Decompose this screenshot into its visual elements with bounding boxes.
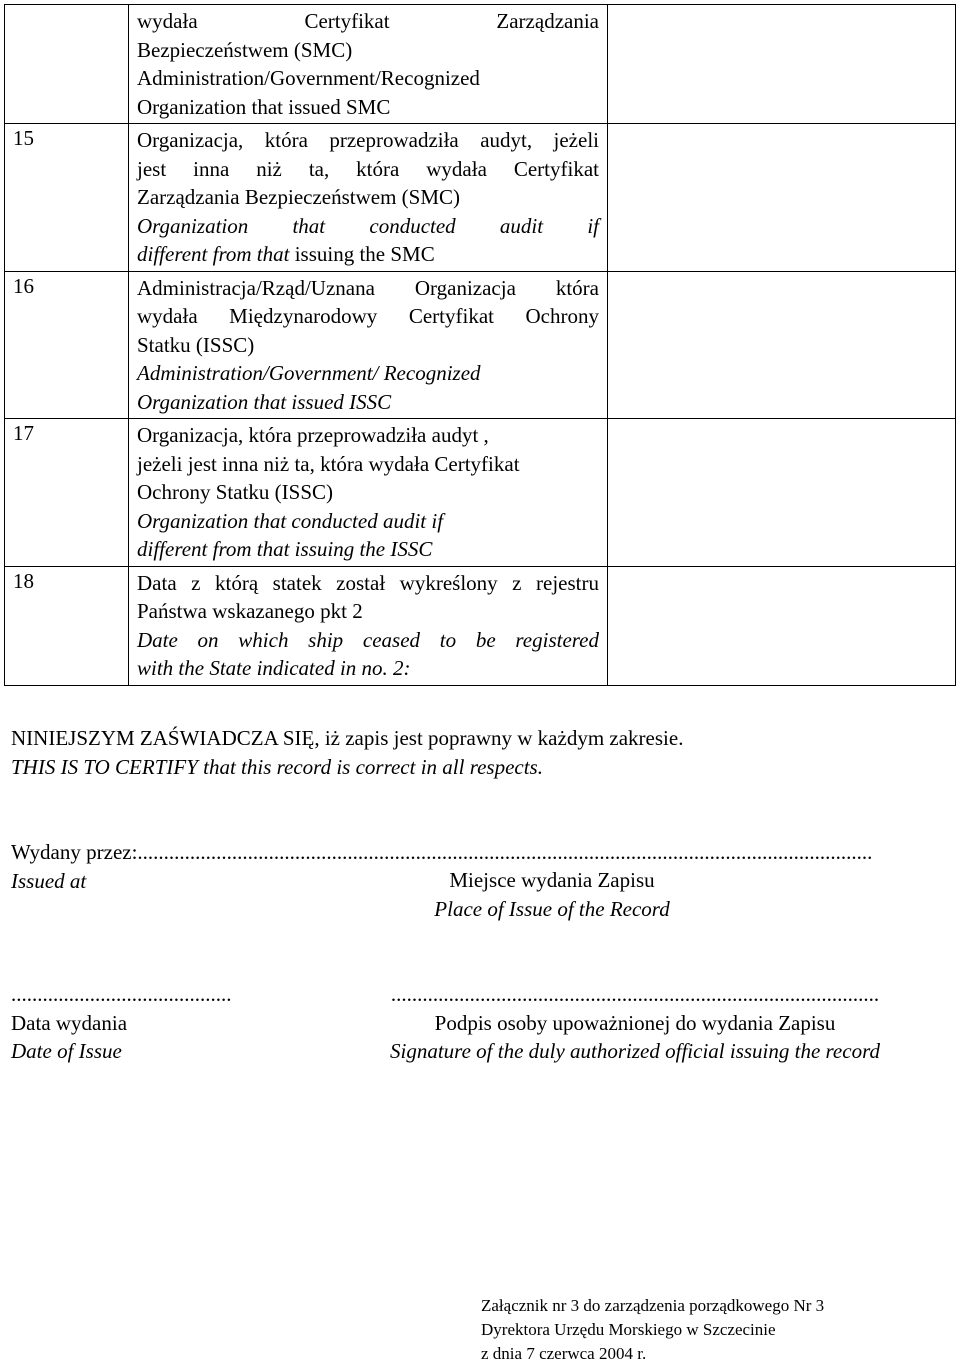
place-of-issue-pl: Miejsce wydania Zapisu — [449, 868, 655, 892]
description-en-line: different from that issuing the ISSC — [137, 537, 433, 561]
issued-at-dots: ............................................................................................................................................ — [137, 840, 873, 864]
description-pl-line: jeżeli jest inna niż ta, która wydała Certyfikat — [137, 451, 520, 476]
issued-at-field — [11, 838, 951, 867]
description-pl-line: Państwa wskazanego pkt 2 — [137, 599, 363, 623]
row-number: 18 — [13, 568, 34, 593]
table-row — [5, 5, 956, 124]
row-number-cell — [5, 124, 129, 272]
description-en-line: Organization that conducted audit if — [137, 213, 599, 238]
row-value-cell — [608, 419, 956, 567]
description-en-line: Date on which ship ceased to be registered — [137, 627, 599, 652]
row-number-cell — [5, 419, 129, 567]
certification-pl: NINIEJSZYM ZAŚWIADCZA SIĘ, iż zapis jest poprawny w każdym zakresie. — [11, 726, 684, 750]
row-value-cell — [608, 5, 956, 124]
row-number: 15 — [13, 126, 34, 150]
description-en-line: Organization that conducted audit if — [137, 508, 444, 533]
description-pl-line: wydała Certyfikat Zarządzania — [137, 9, 599, 33]
row-value-cell — [608, 271, 956, 419]
description-pl-line: Data z którą statek został wykreślony z rejestru — [137, 570, 599, 595]
date-label-en: Date of Issue — [11, 1039, 122, 1063]
description-en-line: Organization that issued ISSC — [137, 389, 392, 414]
table-row — [5, 271, 956, 419]
row-number: 17 — [13, 421, 34, 445]
table-row — [5, 566, 956, 685]
record-table — [4, 4, 956, 686]
date-dots: .......................................... — [11, 982, 232, 1006]
issued-at-label-pl: Wydany przez: — [11, 840, 138, 864]
annex-line: z dnia 7 czerwca 2004 r. — [481, 1344, 647, 1363]
table-row — [5, 419, 956, 567]
annex-line: Załącznik nr 3 do zarządzenia porządkowego Nr 3 — [481, 1296, 825, 1315]
signature-block — [340, 980, 930, 1066]
description-pl-line: Statku (ISSC) — [137, 332, 255, 357]
description-en-line: Administration/Government/Recognized — [137, 66, 480, 90]
description-pl-line: Administracja/Rząd/Uznana Organizacja która — [137, 275, 599, 300]
row-description-cell — [129, 124, 608, 272]
row-description-cell — [129, 5, 608, 124]
description-pl-line: Organizacja, która przeprowadziła audyt, jeżeli — [137, 128, 599, 152]
row-description-cell — [129, 566, 608, 685]
row-value-cell — [608, 124, 956, 272]
description-en-line: Organization that issued SMC — [137, 94, 391, 119]
row-value-cell — [608, 566, 956, 685]
signature-label-pl: Podpis osoby upoważnionej do wydania Zapisu — [434, 1010, 836, 1035]
description-en-line: Administration/Government/ Recognized — [137, 361, 481, 385]
issued-at-label-en: Issued at — [11, 868, 87, 893]
place-of-issue-block — [407, 866, 697, 923]
description-pl-line: jest inna niż ta, która wydała Certyfikat — [137, 156, 599, 181]
signature-dots: ............................................................................................. — [390, 982, 880, 1006]
description-pl-line: Organizacja, która przeprowadziła audyt , — [137, 423, 489, 447]
row-number-cell — [5, 271, 129, 419]
table-row — [5, 124, 956, 272]
date-of-issue-block — [11, 980, 232, 1066]
annex-line: Dyrektora Urzędu Morskiego w Szczecinie — [481, 1320, 776, 1339]
row-number-cell — [5, 566, 129, 685]
place-of-issue-en: Place of Issue of the Record — [434, 896, 670, 921]
row-description-cell — [129, 419, 608, 567]
certification-en: THIS IS TO CERTIFY that this record is correct in all respects. — [11, 754, 543, 779]
signature-label-en: Signature of the duly authorized official issuing the record — [390, 1039, 880, 1063]
certification-statement — [11, 724, 683, 781]
row-number: 16 — [13, 273, 34, 298]
annex-footer — [481, 1294, 824, 1366]
description-en-roman: issuing the SMC — [289, 242, 435, 266]
description-en-italic: different from that — [137, 242, 290, 266]
description-pl-line: wydała Międzynarodowy Certyfikat Ochrony — [137, 304, 599, 328]
description-pl-line: Zarządzania Bezpieczeństwem (SMC) — [137, 185, 461, 209]
description-en-line: with the State indicated in no. 2: — [137, 656, 411, 680]
description-en-line — [137, 240, 599, 269]
row-description-cell — [129, 271, 608, 419]
description-pl-line: Bezpieczeństwem (SMC) — [137, 37, 353, 62]
row-number-cell — [5, 5, 129, 124]
description-pl-line: Ochrony Statku (ISSC) — [137, 480, 333, 504]
date-label-pl: Data wydania — [11, 1010, 128, 1035]
